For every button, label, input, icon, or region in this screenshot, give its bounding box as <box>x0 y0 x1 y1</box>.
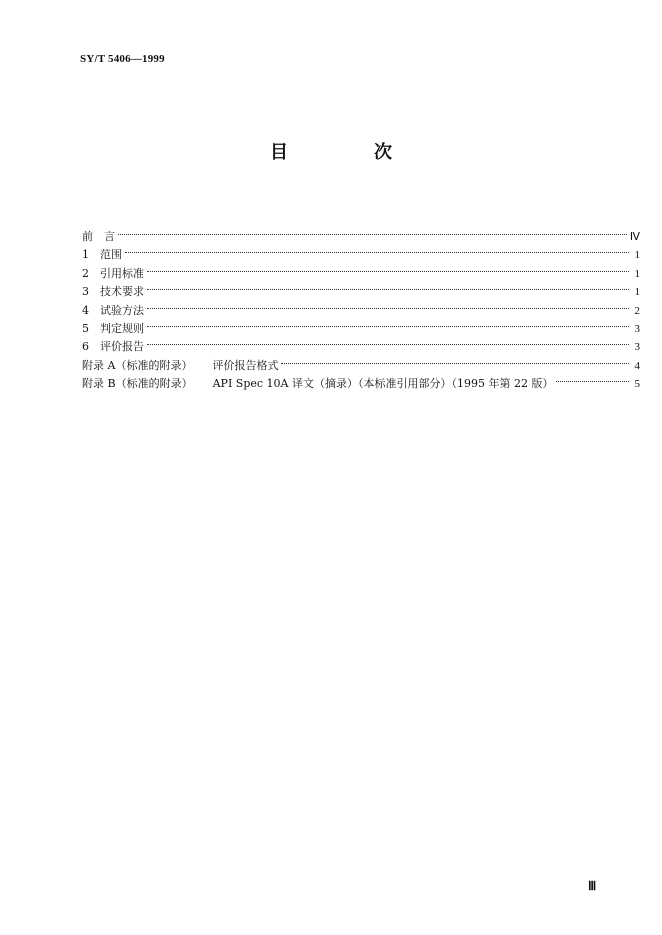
toc-entry-label <box>82 338 144 356</box>
toc-entry-label <box>82 357 278 375</box>
toc-entry-evaluation-report[interactable] <box>82 332 640 354</box>
toc-entry-page: 3 <box>634 322 640 335</box>
toc-entry-number: 2 <box>82 266 89 280</box>
toc-entry-number: 3 <box>82 285 89 299</box>
toc-entry-label <box>82 283 144 301</box>
toc-entry-page: 2 <box>634 304 640 317</box>
toc-leader-dots <box>118 222 627 240</box>
toc-entry-page: 3 <box>634 341 640 354</box>
table-of-contents <box>82 222 640 391</box>
toc-entry-title: 试验方法 <box>100 303 144 317</box>
toc-entry-page: Ⅳ <box>629 231 640 243</box>
toc-entry-title: 判定规则 <box>100 321 144 335</box>
toc-entry-requirements[interactable] <box>82 277 640 299</box>
toc-entry-label <box>82 246 122 264</box>
toc-entry-number: 4 <box>82 303 89 317</box>
toc-entry-title: 附录 B（标准的附录） <box>82 377 193 391</box>
toc-leader-dots <box>147 332 629 350</box>
toc-entry-foreword[interactable] <box>82 222 640 243</box>
toc-entry-page: 1 <box>634 267 640 280</box>
toc-entry-label <box>82 302 144 320</box>
toc-entry-title: 附录 A（标准的附录） <box>82 358 193 372</box>
toc-entry-title: 引用标准 <box>100 266 144 280</box>
toc-entry-subtitle: API Spec 10A 译文（摘录）（本标准引用部分）（1995 年第 22 版） <box>212 377 554 391</box>
toc-entry-title: 评价报告 <box>100 340 144 354</box>
page-number: Ⅲ <box>588 879 597 893</box>
toc-leader-dots <box>147 277 629 295</box>
toc-entry-appendix-a[interactable] <box>82 351 640 372</box>
toc-leader-dots <box>147 314 629 332</box>
toc-entry-label <box>82 375 553 393</box>
toc-leader-dots <box>125 240 629 258</box>
toc-entry-page: 1 <box>634 286 640 299</box>
toc-entry-label: 前 言 <box>82 230 115 243</box>
toc-entry-label <box>82 265 144 283</box>
toc-entry-label <box>82 320 144 338</box>
toc-entry-number: 6 <box>82 340 89 354</box>
standard-code: SY/T 5406—1999 <box>80 53 165 65</box>
toc-entry-title: 技术要求 <box>100 285 144 299</box>
toc-entry-page: 5 <box>634 378 640 391</box>
toc-entry-number: 5 <box>82 321 89 335</box>
toc-entry-judgement-rules[interactable] <box>82 314 640 335</box>
toc-title: 目 次 <box>270 142 426 163</box>
toc-entry-scope[interactable] <box>82 240 640 262</box>
toc-entry-references[interactable] <box>82 259 640 280</box>
toc-leader-dots <box>556 369 629 387</box>
toc-entry-page: 1 <box>634 249 640 262</box>
toc-entry-page: 4 <box>634 359 640 372</box>
toc-entry-title: 范围 <box>100 248 122 262</box>
toc-entry-test-methods[interactable] <box>82 296 640 317</box>
toc-leader-dots <box>281 351 629 369</box>
toc-leader-dots <box>147 259 629 277</box>
toc-leader-dots <box>147 296 629 314</box>
toc-entry-number: 1 <box>82 248 89 262</box>
toc-entry-subtitle: 评价报告格式 <box>212 358 279 372</box>
